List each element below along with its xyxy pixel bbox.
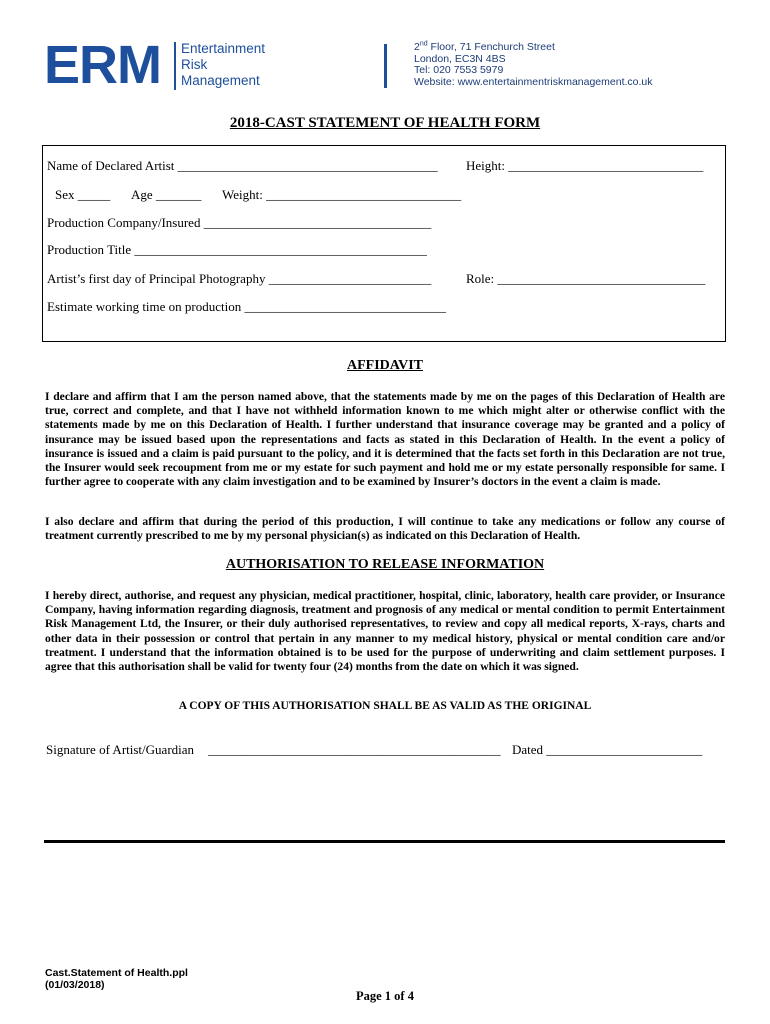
affidavit-paragraph-2: I also declare and affirm that during the period of this production, I will continue to take any medications or follow any course of treatment currently prescribed to me by my personal physician(s) as indicated on this Declaration of Health. xyxy=(45,515,725,543)
logo-word-management: Management xyxy=(181,73,260,88)
address-street: Floor, 71 Fenchurch Street xyxy=(427,41,555,53)
footer-document-info xyxy=(45,967,188,991)
field-weight[interactable]: Weight: ______________________________ xyxy=(222,187,462,202)
affidavit-heading: AFFIDAVIT xyxy=(347,358,423,373)
footer-document-date: (01/03/2018) xyxy=(45,979,105,991)
affidavit-paragraph-1: I declare and affirm that I am the person named above, that the statements made by me on the pages of this Declaration of Health are true, correct and complete, and that I have not withheld information known to me which might alter or otherwise conflict with the statements made by me on this Declaration of Health. I further understand that insurance coverage may be granted and a policy of insurance may be issued based upon the representations and facts as stated in this Declaration of Health. In the event a policy of insurance is issued and a claim is paid pursuant to the policy, and it is determined that the facts set forth in this Declaration are not true, the Insurer would seek recoupment from me or my estate for such payment and hold me or my estate personally responsible for same. I further agree to cooperate with any claim investigation and to be examined by Insurer’s doctors in the event a claim is made. xyxy=(45,390,725,489)
address-floor xyxy=(414,42,653,54)
logo-word-risk: Risk xyxy=(181,57,208,72)
field-declared-artist[interactable]: Name of Declared Artist ________________________________________ xyxy=(47,158,438,173)
authorisation-paragraph: I hereby direct, authorise, and request any physician, medical practitioner, hospital, clinic, laboratory, health care provider, or Insurance Company, having information regarding diagnosis, treatment and prognosis of any medical or mental condition to permit Entertainment Risk Management Ltd, the Insurer, or their duly authorised representatives, to review and copy all medical reports, X-rays, charts and other data in their possession or control that pertain in any manner to my medical history, physical or mental condition care and/or treatment. I understand that the information obtained is to be used for the purpose of underwriting and claim settlement purposes. I agree that this authorisation shall be valid for twenty four (24) months from the date on which it was signed. xyxy=(45,589,725,674)
logo-wordmark xyxy=(181,41,265,89)
address-website: Website: www.entertainmentriskmanagement.co.uk xyxy=(414,75,653,88)
address-city: London, EC3N 4BS xyxy=(414,52,506,65)
footer-document-name: Cast.Statement of Health.ppl xyxy=(45,967,188,979)
address-floor-number: 2 xyxy=(414,41,420,53)
logo-word-entertainment: Entertainment xyxy=(181,41,266,56)
erm-logo: ERM xyxy=(44,35,161,95)
field-age[interactable]: Age _______ xyxy=(131,187,202,202)
field-working-time[interactable]: Estimate working time on production _______________________________ xyxy=(47,299,446,314)
signature-line[interactable]: _____________________________________________ xyxy=(208,742,501,757)
address-tel: Tel: 020 7553 5979 xyxy=(414,64,504,76)
company-address xyxy=(414,42,653,88)
field-role[interactable]: Role: ________________________________ xyxy=(466,271,706,286)
field-dated[interactable]: Dated ________________________ xyxy=(512,742,703,757)
field-first-day[interactable]: Artist’s first day of Principal Photography _________________________ xyxy=(47,271,432,286)
field-production-title[interactable]: Production Title _____________________________________________ xyxy=(47,242,427,257)
footer-rule xyxy=(44,840,725,843)
page-number: Page 1 of 4 xyxy=(356,989,414,1003)
authorisation-heading: AUTHORISATION TO RELEASE INFORMATION xyxy=(225,557,545,572)
logo-divider xyxy=(174,42,176,90)
header-divider xyxy=(384,44,387,88)
field-height[interactable]: Height: ______________________________ xyxy=(466,158,704,173)
copy-validity-note: A COPY OF THIS AUTHORISATION SHALL BE AS VALID AS THE ORIGINAL xyxy=(178,700,592,712)
signature-label: Signature of Artist/Guardian xyxy=(46,742,195,757)
form-title: 2018-CAST STATEMENT OF HEALTH FORM xyxy=(229,115,541,131)
field-sex[interactable]: Sex _____ xyxy=(55,187,111,202)
address-floor-suffix: nd xyxy=(419,40,428,48)
field-production-company[interactable]: Production Company/Insured ___________________________________ xyxy=(47,215,432,230)
